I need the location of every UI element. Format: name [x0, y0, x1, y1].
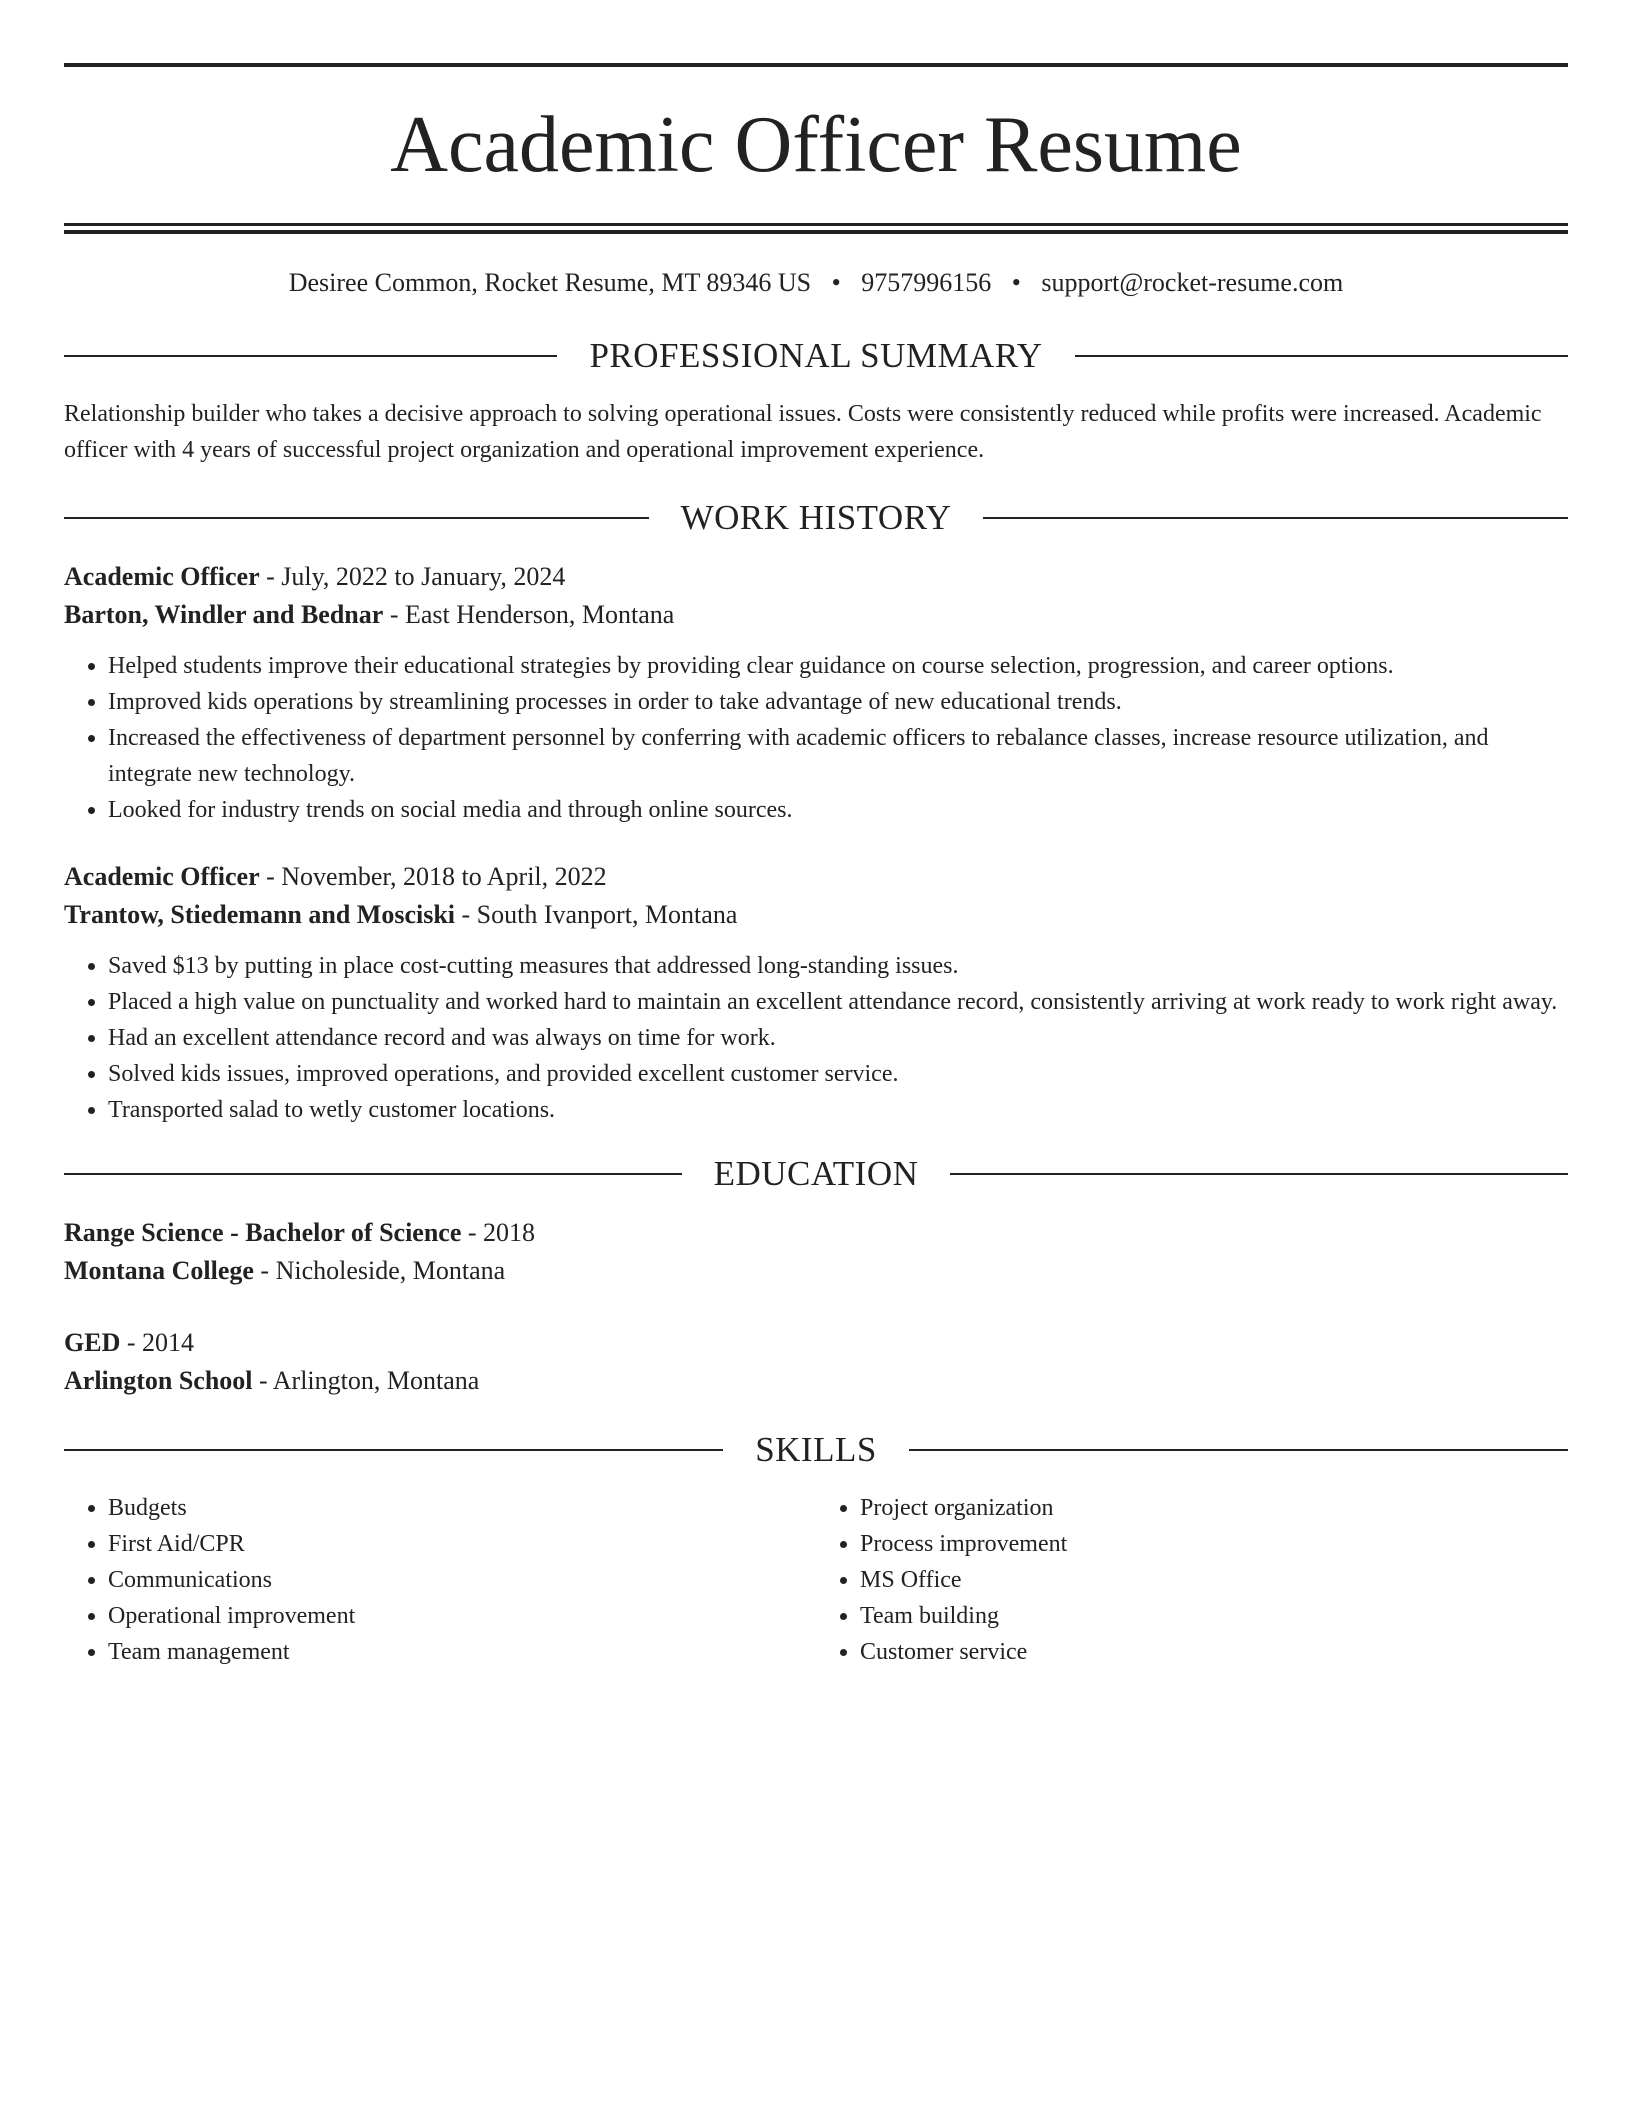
- list-item: • First Aid/CPR: [108, 1526, 816, 1562]
- contact-email: support@rocket-resume.com: [1041, 268, 1344, 297]
- section-heading-work: [64, 496, 1568, 540]
- heading-rule: [950, 1173, 1568, 1175]
- education-school: Montana College: [64, 1256, 254, 1285]
- list-item: • Solved kids issues, improved operations, and provided excellent customer service.: [108, 1056, 1568, 1092]
- heading-rule: [1075, 355, 1568, 357]
- list-item: • Increased the effectiveness of department personnel by conferring with academic officers to rebalance classes, increase resource utilization, and integrate new technology.: [108, 720, 1568, 792]
- job-title-line: [64, 858, 1568, 896]
- job-entry: [64, 558, 1568, 828]
- section-heading-education: [64, 1152, 1568, 1196]
- section-title: WORK HISTORY: [680, 498, 952, 537]
- list-item: • Improved kids operations by streamlining processes in order to take advantage of new educational trends.: [108, 684, 1568, 720]
- list-item: • Communications: [108, 1562, 816, 1598]
- job-company: Barton, Windler and Bednar: [64, 600, 384, 629]
- job-title: Academic Officer: [64, 862, 260, 891]
- heading-rule: [983, 517, 1568, 519]
- education-entry: [64, 1324, 1568, 1400]
- list-item: • Had an excellent attendance record and was always on time for work.: [108, 1020, 1568, 1056]
- education-location: - Nicholeside, Montana: [253, 1256, 506, 1285]
- section-heading-skills: [64, 1428, 1568, 1472]
- job-company-line: [64, 596, 1568, 634]
- skills-list-left: [64, 1490, 816, 1670]
- job-entry: [64, 858, 1568, 1128]
- list-item: • Operational improvement: [108, 1598, 816, 1634]
- education-school-line: [64, 1362, 1568, 1400]
- section-title: PROFESSIONAL SUMMARY: [589, 336, 1043, 375]
- list-item: • Transported salad to wetly customer locations.: [108, 1092, 1568, 1128]
- education-degree: GED: [64, 1328, 121, 1357]
- education-degree: Range Science - Bachelor of Science: [64, 1218, 462, 1247]
- job-location: - South Ivanport, Montana: [455, 900, 738, 929]
- list-item: • Team building: [860, 1598, 1568, 1634]
- job-title-line: [64, 558, 1568, 596]
- job-bullets: [64, 648, 1568, 828]
- summary-text: Relationship builder who takes a decisive approach to solving operational issues. Costs were consistently reduced while profits were increased. Academic officer with 4 years of successful project organization and operational improvement experience.: [64, 401, 1542, 463]
- contact-separator: •: [1011, 268, 1021, 297]
- contact-phone: 9757996156: [861, 268, 992, 297]
- education-year: - 2018: [461, 1218, 536, 1247]
- section-heading-summary: [64, 334, 1568, 378]
- contact-address: Desiree Common, Rocket Resume, MT 89346 US: [288, 268, 812, 297]
- education-degree-line: [64, 1324, 1568, 1362]
- list-item: • Helped students improve their educational strategies by providing clear guidance on course selection, progression, and career options.: [108, 648, 1568, 684]
- list-item: • Placed a high value on punctuality and worked hard to maintain an excellent attendance record, consistently arriving at work ready to work right away.: [108, 984, 1568, 1020]
- education-year: - 2014: [120, 1328, 195, 1357]
- list-item: • Customer service: [860, 1634, 1568, 1670]
- job-company: Trantow, Stiedemann and Mosciski: [64, 900, 456, 929]
- page-title: Academic Officer Resume: [390, 101, 1242, 189]
- education-school: Arlington School: [64, 1366, 253, 1395]
- job-title: Academic Officer: [64, 562, 260, 591]
- heading-rule: [64, 1173, 682, 1175]
- heading-rule: [64, 517, 649, 519]
- contact-line: [64, 266, 1568, 300]
- job-bullets: [64, 948, 1568, 1128]
- heading-rule: [64, 355, 557, 357]
- contact-separator: •: [831, 268, 841, 297]
- section-title: EDUCATION: [713, 1154, 919, 1193]
- list-item: • Project organization: [860, 1490, 1568, 1526]
- heading-rule: [909, 1449, 1568, 1451]
- list-item: • MS Office: [860, 1562, 1568, 1598]
- education-entry: [64, 1214, 1568, 1290]
- education-school-line: [64, 1252, 1568, 1290]
- education-location: - Arlington, Montana: [252, 1366, 480, 1395]
- job-dates: - July, 2022 to January, 2024: [259, 562, 566, 591]
- skills-list-right: [816, 1490, 1568, 1670]
- list-item: • Team management: [108, 1634, 816, 1670]
- list-item: • Budgets: [108, 1490, 816, 1526]
- list-item: • Saved $13 by putting in place cost-cutting measures that addressed long-standing issues.: [108, 948, 1568, 984]
- job-dates: - November, 2018 to April, 2022: [259, 862, 607, 891]
- list-item: • Process improvement: [860, 1526, 1568, 1562]
- job-company-line: [64, 896, 1568, 934]
- skills-columns: [64, 1490, 1568, 1670]
- section-title: SKILLS: [755, 1430, 877, 1469]
- title-double-rule: [64, 223, 1568, 234]
- job-location: - East Henderson, Montana: [383, 600, 675, 629]
- top-rule: [64, 63, 1568, 67]
- heading-rule: [64, 1449, 723, 1451]
- list-item: • Looked for industry trends on social media and through online sources.: [108, 792, 1568, 828]
- education-degree-line: [64, 1214, 1568, 1252]
